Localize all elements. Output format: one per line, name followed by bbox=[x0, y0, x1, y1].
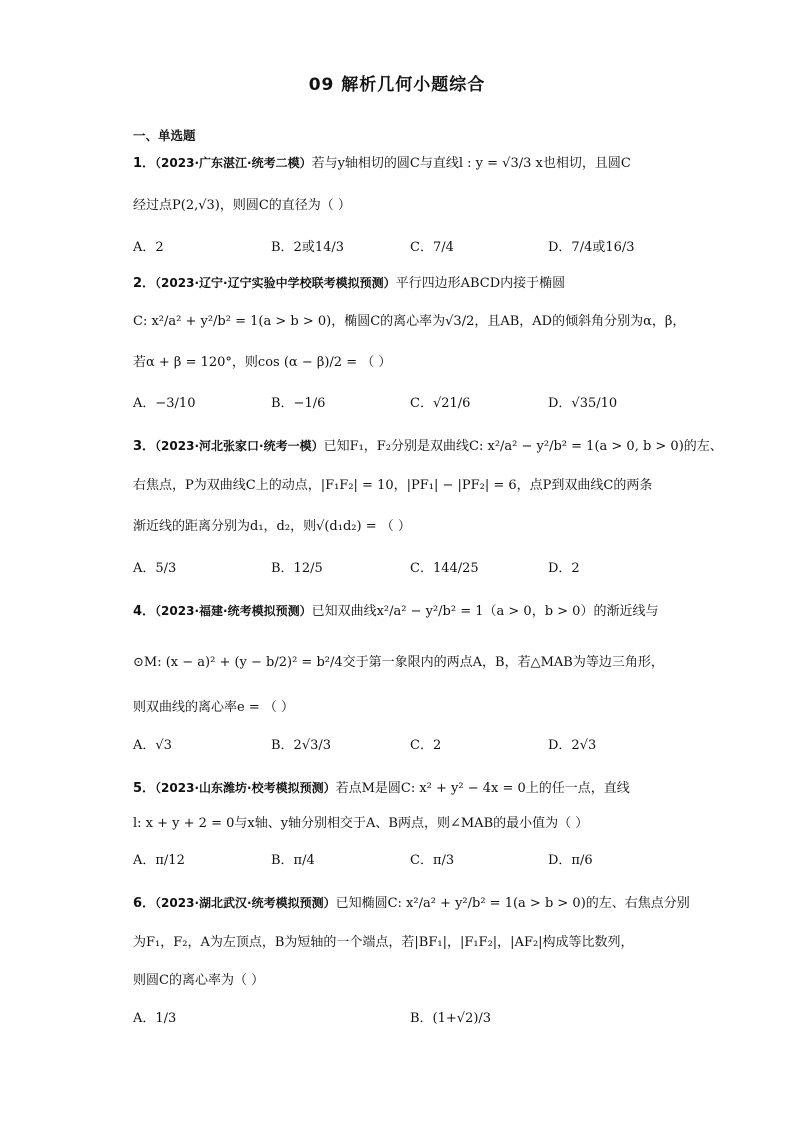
option-b: B．2或14/3 bbox=[271, 240, 345, 255]
question-number: 2． bbox=[133, 276, 156, 291]
option-d: D．2√3 bbox=[548, 738, 597, 753]
question-2-line-2: C: x²/a² + y²/b² = 1(a > b > 0)，椭圆C的离心率为√3/2，且AB，AD的倾斜角分别为α，β， bbox=[133, 314, 686, 329]
option-b: B．12/5 bbox=[271, 561, 323, 576]
question-3-line-2: 右焦点，P为双曲线C上的动点，|F₁F₂| = 10，|PF₁| − |PF₂| = 6，点P到双曲线C的两条 bbox=[133, 478, 653, 493]
question-number: 5． bbox=[133, 781, 156, 796]
question-1-line-1 bbox=[133, 152, 631, 175]
option-a: A．1/3 bbox=[133, 1011, 177, 1026]
option-d: D．π/6 bbox=[548, 853, 593, 868]
question-number: 1． bbox=[133, 156, 156, 171]
option-c: C．√21/6 bbox=[410, 396, 471, 411]
question-source: （2023·福建·统考模拟预测） bbox=[155, 604, 312, 618]
question-text: 已知F₁，F₂分别是双曲线C: x²/a² − y²/b² = 1(a > 0, b > 0)的左、 bbox=[323, 439, 723, 454]
question-5-line-2: l: x + y + 2 = 0与x轴、y轴分别相交于A、B两点，则∠MAB的最小值为（ ） bbox=[133, 816, 589, 831]
question-1-line-2: 经过点P(2,√3)，则圆C的直径为（ ） bbox=[133, 198, 351, 213]
option-a: A．π/12 bbox=[133, 853, 185, 868]
option-d: D．√35/10 bbox=[548, 396, 618, 411]
option-d: D．2 bbox=[548, 561, 580, 576]
question-source: （2023·辽宁·辽宁实验中学校联考模拟预测） bbox=[155, 276, 396, 290]
option-b: B．−1/6 bbox=[271, 396, 326, 411]
option-a: A．√3 bbox=[133, 738, 172, 753]
option-c: C．π/3 bbox=[410, 853, 455, 868]
option-c: C．144/25 bbox=[410, 561, 479, 576]
question-6-line-3: 则圆C的离心率为（ ） bbox=[133, 973, 265, 988]
question-3-line-3: 渐近线的距离分别为d₁，d₂，则√(d₁d₂) = （ ） bbox=[133, 519, 411, 534]
page-title: 09 解析几何小题综合 bbox=[308, 75, 486, 95]
question-number: 3． bbox=[133, 439, 156, 454]
option-c: C．7/4 bbox=[410, 240, 454, 255]
option-d: D．7/4或16/3 bbox=[548, 240, 635, 255]
question-text: 若与y轴相切的圆C与直线l : y = √3/3 x也相切，且圆C bbox=[311, 156, 631, 171]
question-source: （2023·广东湛江·统考二模） bbox=[155, 156, 312, 170]
question-text: 已知双曲线x²/a² − y²/b² = 1（a > 0，b > 0）的渐近线与 bbox=[311, 604, 659, 619]
question-2-line-3: 若α + β = 120°，则cos (α − β)/2 = （ ） bbox=[133, 355, 392, 370]
option-a: A．−3/10 bbox=[133, 396, 196, 411]
question-source: （2023·河北张家口·统考一模） bbox=[155, 439, 324, 453]
question-text: 已知椭圆C: x²/a² + y²/b² = 1(a > b > 0)的左、右焦点分别 bbox=[335, 896, 690, 911]
question-5-line-1 bbox=[133, 777, 630, 800]
question-source: （2023·湖北武汉·统考模拟预测） bbox=[155, 896, 336, 910]
question-number: 6． bbox=[133, 896, 156, 911]
option-b: B．2√3/3 bbox=[271, 738, 332, 753]
question-4-line-1 bbox=[133, 600, 658, 623]
question-4-line-3: 则双曲线的离心率e = （ ） bbox=[133, 700, 294, 715]
question-6-line-1 bbox=[133, 892, 690, 915]
option-b: B．π/4 bbox=[271, 853, 315, 868]
question-text: 平行四边形ABCD内接于椭圆 bbox=[395, 276, 566, 291]
option-a: A．5/3 bbox=[133, 561, 177, 576]
option-a: A．2 bbox=[133, 240, 164, 255]
question-4-line-2: ⊙M: (x − a)² + (y − b/2)² = b²/4交于第一象限内的两点A，B，若△MAB为等边三角形， bbox=[133, 655, 664, 670]
option-b: B．(1+√2)/3 bbox=[410, 1011, 492, 1026]
section-heading: 一、单选题 bbox=[133, 128, 196, 143]
question-source: （2023·山东潍坊·校考模拟预测） bbox=[155, 781, 336, 795]
question-2-line-1 bbox=[133, 272, 565, 295]
option-c: C．2 bbox=[410, 738, 442, 753]
question-text: 若点M是圆C: x² + y² − 4x = 0上的任一点，直线 bbox=[335, 781, 630, 796]
question-3-line-1 bbox=[133, 435, 723, 458]
question-number: 4． bbox=[133, 604, 156, 619]
question-6-line-2: 为F₁，F₂，A为左顶点，B为短轴的一个端点，若|BF₁|，|F₁F₂|，|AF₂|构成等比数列， bbox=[133, 935, 634, 950]
